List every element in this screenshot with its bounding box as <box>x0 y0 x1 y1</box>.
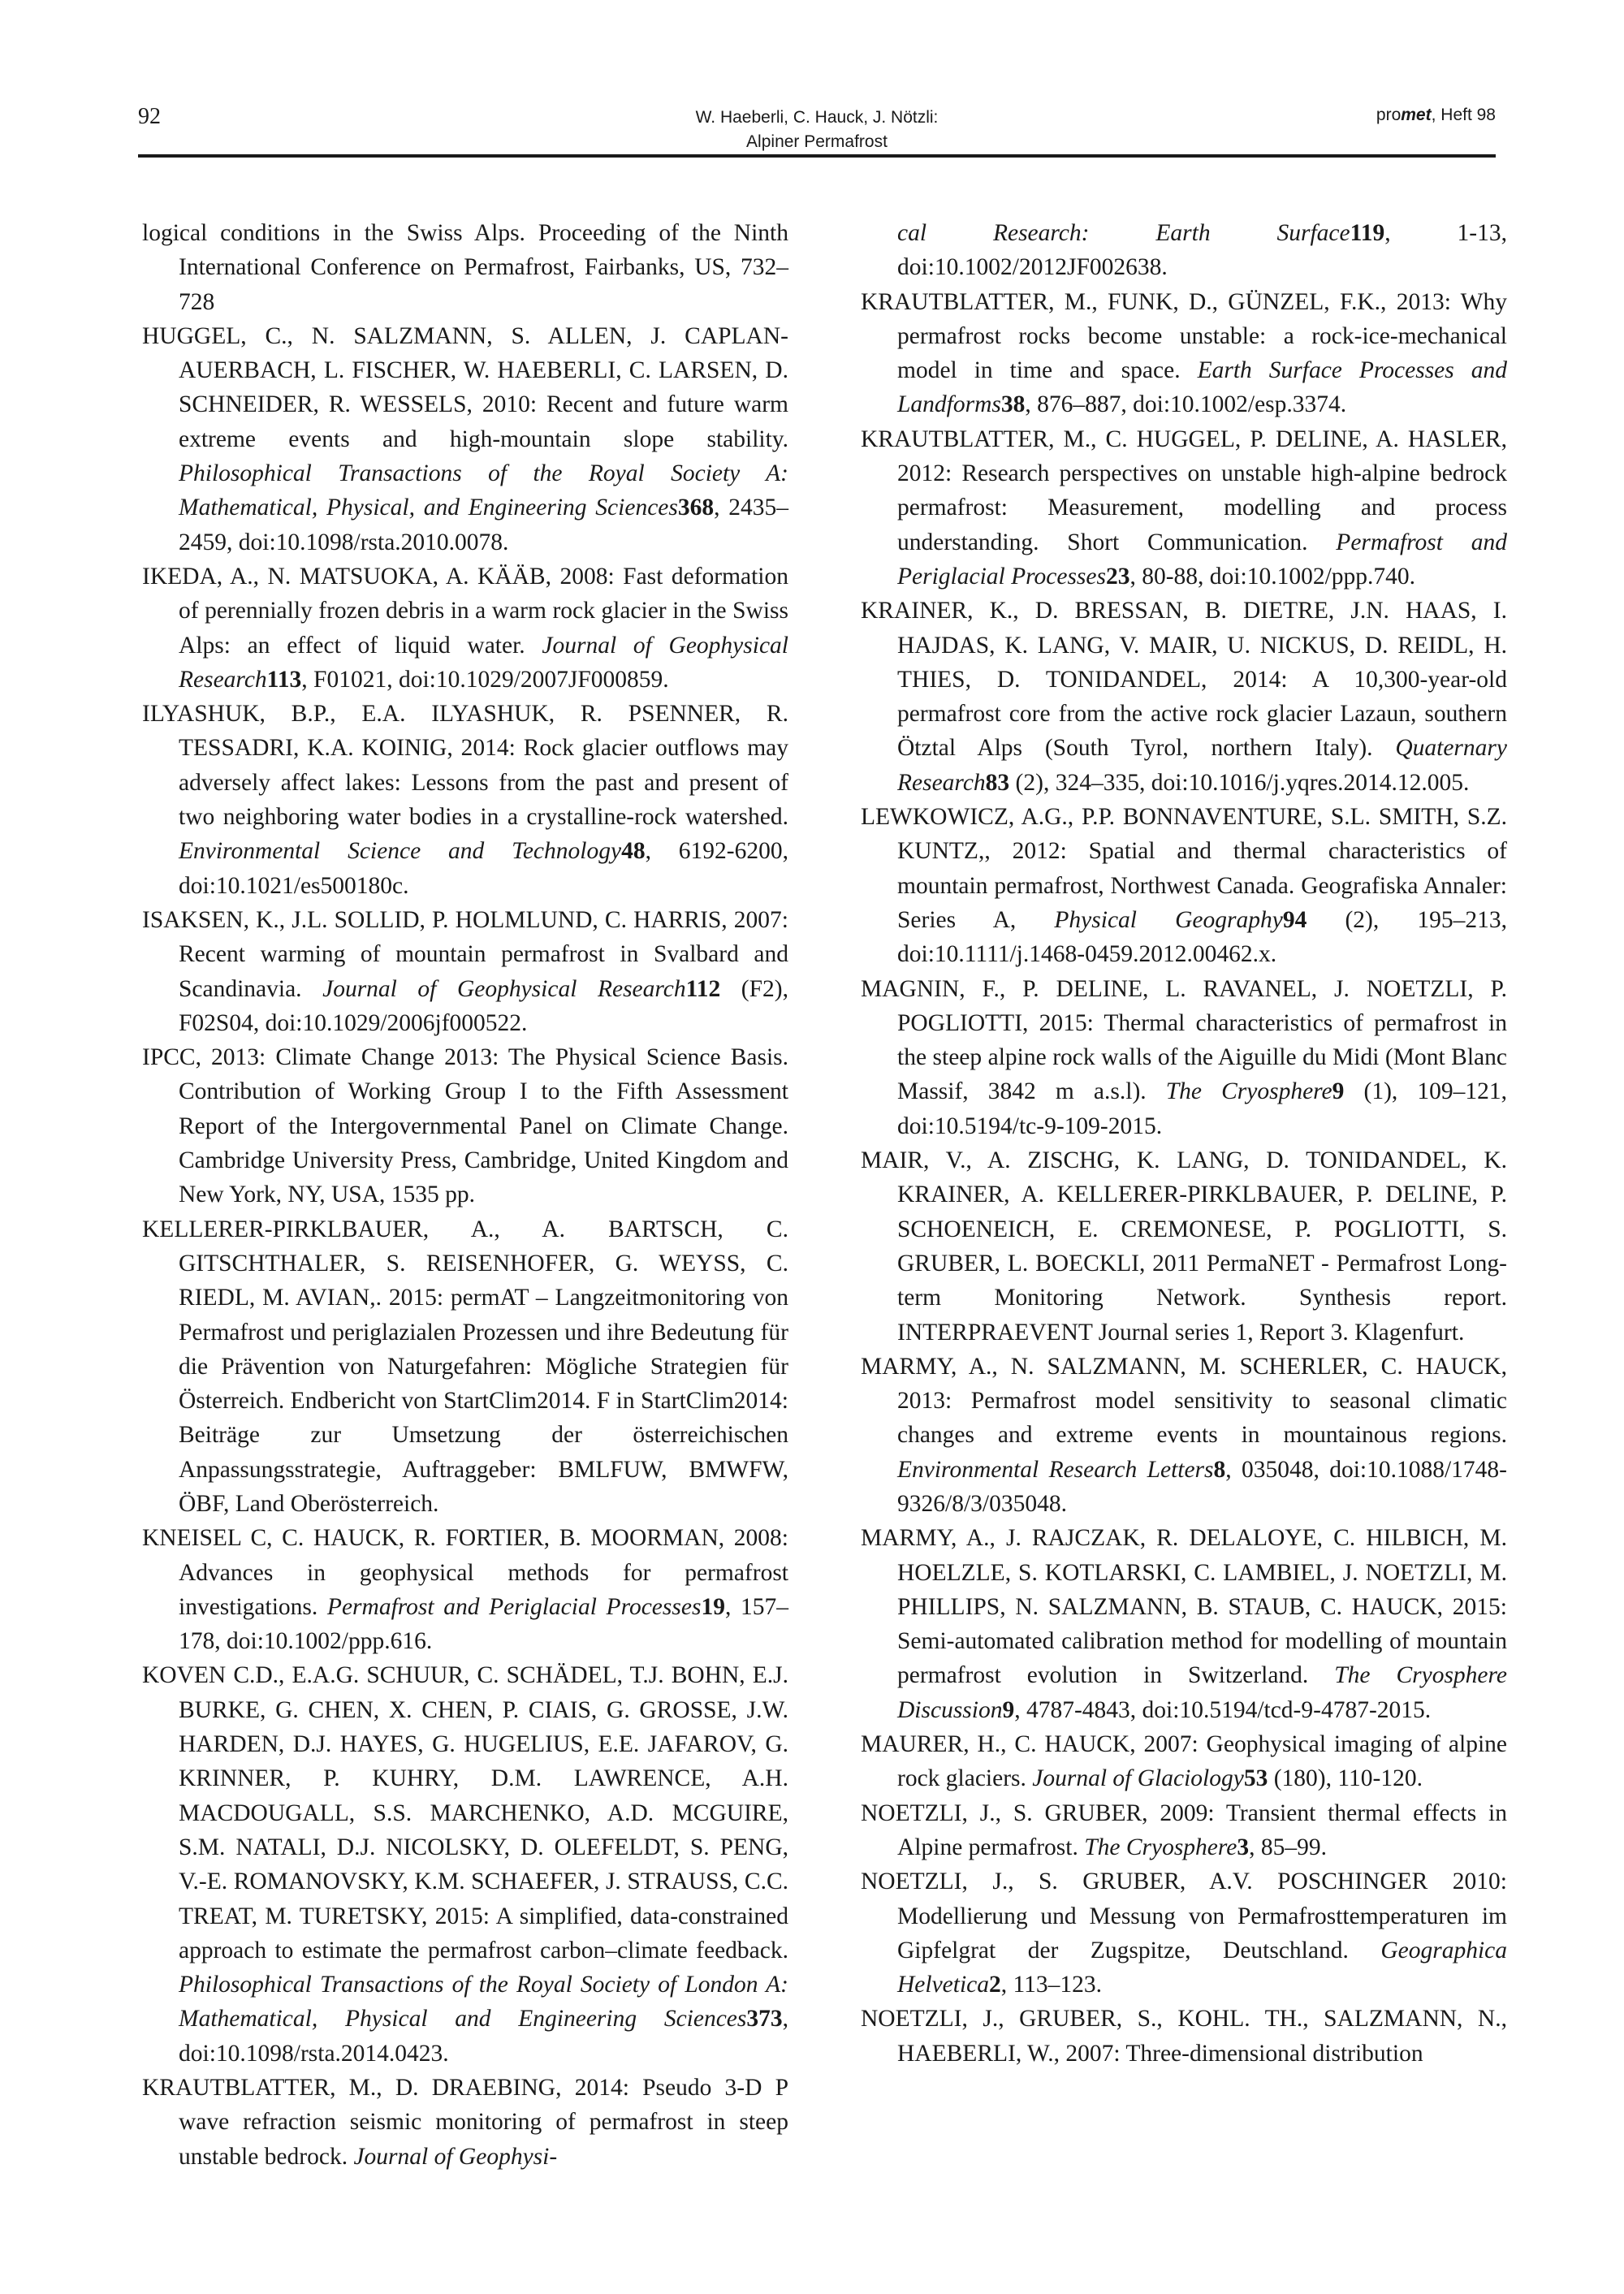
reference-journal-title: The Cryosphere <box>1084 1834 1237 1860</box>
reference-authors-text: NOETZLI, J., S. GRUBER, 2009: Transient thermal effects in Alpine permafrost. <box>861 1799 1507 1860</box>
reference-volume: 2 <box>989 1972 1001 1998</box>
reference-journal-title: Physical Geography <box>1054 906 1283 933</box>
reference-authors-text: MAGNIN, F., P. DELINE, L. RAVANEL, J. NOETZLI, P. POGLIOTTI, 2015: Thermal characteristics of permafrost in the steep alpine rock walls of the Aiguille du Midi (Mont Blanc Massif, 3842 m a.s.l). <box>861 975 1507 1105</box>
reference-journal-title: Philosophical Transactions of the Royal Society A: Mathematical, Physical, and Engineering Sciences <box>179 460 788 521</box>
reference-volume: 23 <box>1105 563 1130 590</box>
reference-journal-title: Journal of Geophysical Research <box>179 632 788 693</box>
reference-details: (F2), F02S04, doi:10.1029/2006jf000522. <box>179 975 788 1036</box>
reference-authors-text: KOVEN C.D., E.A.G. SCHUUR, C. SCHÄDEL, T.J. BOHN, E.J. BURKE, G. CHEN, X. CHEN, P. CIAIS, G. GROSSE, J.W. HARDEN, D.J. HAYES, G. HUGELIUS, E.E. JAFAROV, G. KRINNER, P. KUHRY, D.M. LAWRENCE, A.H. MACDOUGALL, S.S. MARCHENKO, A.D. MCGUIRE, S.M. NATALI, D.J. NICOLSKY, D. OLEFELDT, S. PENG, V.-E. ROMANOVSKY, K.M. SCHAEFER, J. STRAUSS, C.C. TREAT, M. TURETSKY, 2015: A simplified, data-constrained approach to estimate the permafrost carbon–climate feedback. <box>142 1662 788 1964</box>
reference-volume: 83 <box>985 769 1010 796</box>
reference-details: (2), 324–335, doi:10.1016/j.yqres.2014.12.005. <box>1009 769 1470 796</box>
reference-authors-text: KELLERER-PIRKLBAUER, A., A. BARTSCH, C. GITSCHTHALER, S. REISENHOFER, G. WEYSS, C. RIEDL, M. AVIAN,. 2015: permAT – Langzeitmonitoring von Permafrost und periglazialen Prozessen und ihre Bedeutung für die Prävention von Naturgefahren: Mögliche Strategien für Österreich. Endbericht von StartClim2014. F in StartClim2014: Beiträge zur Umsetzung der österreichischen Anpassungsstrategie, Auftraggeber: BMLFUW, BMWFW, ÖBF, Land Oberösterreich. <box>142 1216 788 1517</box>
reference-entry <box>861 216 1507 285</box>
reference-volume: 119 <box>1350 220 1385 246</box>
reference-details: , doi:10.1098/rsta.2014.0423. <box>179 2006 788 2067</box>
reference-entry <box>142 1521 788 1658</box>
reference-journal-title: The Cryosphere Discussion <box>897 1662 1508 1723</box>
reference-authors-text: MARMY, A., J. RAJCZAK, R. DELALOYE, C. HILBICH, M. HOELZLE, S. KOTLARSKI, C. LAMBIEL, J. NOETZLI, M. PHILLIPS, N. SALZMANN, B. STAUB, C. HAUCK, 2015: Semi-automated calibration method for modelling of mountain permafrost evolution in Switzerland. <box>861 1525 1507 1689</box>
reference-entry <box>861 594 1507 800</box>
reference-details: (1), 109–121, doi:10.5194/tc-9-109-2015. <box>897 1078 1508 1139</box>
reference-journal-title: Permafrost and Periglacial Processes <box>897 529 1507 590</box>
reference-volume: 368 <box>677 495 715 521</box>
reference-authors-text: logical conditions in the Swiss Alps. Proceeding of the Ninth International Conference on Permafrost, Fairbanks, US, 732–728 <box>142 220 788 315</box>
reference-details: , 85–99. <box>1249 1834 1328 1860</box>
reference-authors-text: KRAUTBLATTER, M., D. DRAEBING, 2014: Pseudo 3-D P wave refraction seismic monitoring of permafrost in steep unstable bedrock. <box>142 2075 788 2170</box>
reference-details: , 113–123. <box>1000 1972 1103 1998</box>
reference-volume: 373 <box>746 2006 783 2033</box>
reference-journal-title: Philosophical Transactions of the Royal Society of London A: Mathematical, Physical and Engineering Sciences <box>179 1972 788 2033</box>
running-title <box>138 106 1496 154</box>
reference-authors-text: IKEDA, A., N. MATSUOKA, A. KÄÄB, 2008: Fast deformation of perennially frozen debris in a warm rock glacier in the Swiss Alps: an effect of liquid water. <box>142 563 788 659</box>
reference-entry <box>861 285 1507 422</box>
running-article-title: Alpiner Permafrost <box>746 132 888 151</box>
reference-details: , 157–178, doi:10.1002/ppp.616. <box>179 1593 788 1655</box>
reference-journal-title: Geographica Helvetica <box>897 1937 1507 1998</box>
reference-entry <box>861 800 1507 971</box>
reference-details: , 2435–2459, doi:10.1098/rsta.2010.0078. <box>179 495 788 555</box>
reference-authors-text: NOETZLI, J., GRUBER, S., KOHL. TH., SALZMANN, N., HAEBERLI, W., 2007: Three-dimensional distribution <box>861 2006 1507 2067</box>
reference-authors-text: KRAUTBLATTER, M., FUNK, D., GÜNZEL, F.K., 2013: Why permafrost rocks become unstable: a rock-ice-mechanical model in time and space. <box>861 288 1507 384</box>
reference-details: , 035048, doi:10.1088/1748-9326/8/3/035048. <box>897 1456 1507 1517</box>
reference-entry <box>861 2002 1507 2071</box>
reference-journal-title: Earth Surface Processes and Landforms <box>897 357 1508 418</box>
reference-volume: 9 <box>1002 1696 1015 1723</box>
running-authors: W. Haeberli, C. Hauck, J. Nötzli: <box>695 108 939 127</box>
reference-entry <box>861 1864 1507 2002</box>
reference-authors-text: HUGGEL, C., N. SALZMANN, S. ALLEN, J. CAPLAN-AUERBACH, L. FISCHER, W. HAEBERLI, C. LARSEN, D. SCHNEIDER, R. WESSELS, 2010: Recent and future warm extreme events and high-mountain slope stability. <box>142 322 788 452</box>
reference-volume: 53 <box>1243 1765 1268 1792</box>
reference-details: (180), 110-120. <box>1268 1765 1423 1792</box>
reference-entry <box>861 1521 1507 1727</box>
reference-volume: 8 <box>1213 1456 1226 1483</box>
reference-entry <box>142 903 788 1040</box>
reference-journal-title: Journal of Glaciology <box>1032 1765 1244 1792</box>
reference-authors-text: KRAUTBLATTER, M., C. HUGGEL, P. DELINE, A. HASLER, 2012: Research perspectives on unstable high-alpine bedrock permafrost: Measurement, modelling and process understanding. Short Communication. <box>861 426 1507 555</box>
reference-journal-title: Permafrost and Periglacial Processes <box>326 1593 702 1620</box>
references-right-column <box>861 216 1507 2071</box>
journal-issue <box>1376 106 1496 125</box>
reference-authors-text: ISAKSEN, K., J.L. SOLLID, P. HOLMLUND, C. HARRIS, 2007: Recent warming of mountain permafrost in Svalbard and Scandinavia. <box>142 906 788 1002</box>
reference-entry <box>861 422 1507 594</box>
header-rule <box>138 154 1496 158</box>
journal-brand: met <box>1401 106 1432 124</box>
reference-authors-text: ILYASHUK, B.P., E.A. ILYASHUK, R. PSENNER, R. TESSADRI, K.A. KOINIG, 2014: Rock glacier outflows may adversely affect lakes: Lessons from the past and present of two neighboring water bodies in a crystalline-rock watershed. <box>142 701 788 831</box>
reference-volume: 38 <box>1000 391 1026 418</box>
reference-volume: 3 <box>1237 1834 1250 1860</box>
reference-authors-text: MAURER, H., C. HAUCK, 2007: Geophysical imaging of alpine rock glaciers. <box>861 1731 1507 1792</box>
reference-volume: 113 <box>266 666 302 693</box>
reference-details: , 80-88, doi:10.1002/ppp.740. <box>1129 563 1416 590</box>
issue-number: , Heft 98 <box>1431 106 1496 124</box>
reference-entry <box>861 1143 1507 1350</box>
reference-details: , 876–887, doi:10.1002/esp.3374. <box>1025 391 1347 418</box>
references-left-column <box>142 216 788 2174</box>
reference-volume: 19 <box>701 1593 725 1620</box>
reference-authors-text: MARMY, A., N. SALZMANN, M. SCHERLER, C. HAUCK, 2013: Permafrost model sensitivity to seasonal climatic changes and extreme events in mountainous regions. <box>861 1353 1507 1449</box>
reference-authors-text: KRAINER, K., D. BRESSAN, B. DIETRE, J.N. HAAS, I. HAJDAS, K. LANG, V. MAIR, U. NICKUS, D. REIDL, H. THIES, D. TONIDANDEL, 2014: A 10,300-year-old permafrost core from the active rock glacier Lazaun, southern Ötztal Alps (South Tyrol, northern Italy). <box>861 598 1507 762</box>
reference-details: , 6192-6200, doi:10.1021/es500180c. <box>179 838 788 899</box>
reference-journal-title: Quaternary Research <box>897 735 1507 796</box>
page-number: 92 <box>138 104 161 129</box>
reference-entry <box>142 216 788 319</box>
reference-volume: 9 <box>1332 1078 1345 1105</box>
reference-journal-title: Journal of Geophysi- <box>353 2143 558 2170</box>
reference-authors-text: IPCC, 2013: Climate Change 2013: The Physical Science Basis. Contribution of Working Group I to the Fifth Assessment Report of the Intergovernmental Panel on Climate Change. Cambridge University Press, Cambridge, United Kingdom and New York, NY, USA, 1535 pp. <box>142 1044 788 1208</box>
reference-entry <box>861 1796 1507 1865</box>
reference-entry <box>142 1658 788 2071</box>
reference-journal-title: Environmental Science and Technology <box>179 838 622 865</box>
reference-authors-text: NOETZLI, J., S. GRUBER, A.V. POSCHINGER 2010: Modellierung und Messung von Permafrosttemperaturen im Gipfelgrat der Zugspitze, Deutschland. <box>861 1868 1507 1964</box>
reference-details: , F01021, doi:10.1029/2007JF000859. <box>301 666 669 693</box>
reference-entry <box>861 1350 1507 1521</box>
reference-entry <box>142 319 788 559</box>
reference-entry <box>861 972 1507 1143</box>
reference-entry <box>142 1212 788 1522</box>
reference-authors-text: LEWKOWICZ, A.G., P.P. BONNAVENTURE, S.L. SMITH, S.Z. KUNTZ,, 2012: Spatial and thermal characteristics of mountain permafrost, Northwest Canada. Geografiska Annaler: Series A, <box>861 804 1507 933</box>
reference-entry <box>142 697 788 903</box>
reference-details: , 1-13, doi:10.1002/2012JF002638. <box>897 220 1507 281</box>
reference-journal-title: Journal of Geophysical Research <box>322 975 686 1002</box>
reference-volume: 48 <box>621 838 646 865</box>
reference-details: (2), 195–213, doi:10.1111/j.1468-0459.2012.00462.x. <box>897 906 1507 968</box>
reference-journal-title: cal Research: Earth Surface <box>897 220 1350 246</box>
reference-entry <box>142 2071 788 2174</box>
reference-volume: 112 <box>685 975 721 1002</box>
reference-details: , 4787-4843, doi:10.5194/tcd-9-4787-2015. <box>1014 1696 1432 1723</box>
reference-entry <box>142 559 788 697</box>
reference-entry <box>142 1040 788 1212</box>
journal-prefix: pro <box>1376 106 1402 124</box>
reference-journal-title: Environmental Research Letters <box>897 1456 1214 1483</box>
page-header <box>138 104 1496 154</box>
reference-journal-title: The Cryosphere <box>1165 1078 1332 1105</box>
reference-authors-text: KNEISEL C, C. HAUCK, R. FORTIER, B. MOORMAN, 2008: Advances in geophysical methods for permafrost investigations. <box>142 1525 788 1620</box>
reference-entry <box>861 1727 1507 1796</box>
reference-authors-text: MAIR, V., A. ZISCHG, K. LANG, D. TONIDANDEL, K. KRAINER, A. KELLERER-PIRKLBAUER, P. DELINE, P. SCHOENEICH, E. CREMONESE, P. POGLIOTTI, S. GRUBER, L. BOECKLI, 2011 PermaNET - Permafrost Long-term Monitoring Network. Synthesis report. INTERPRAEVENT Journal series 1, Report 3. Klagenfurt. <box>861 1147 1507 1346</box>
reference-volume: 94 <box>1282 906 1307 933</box>
